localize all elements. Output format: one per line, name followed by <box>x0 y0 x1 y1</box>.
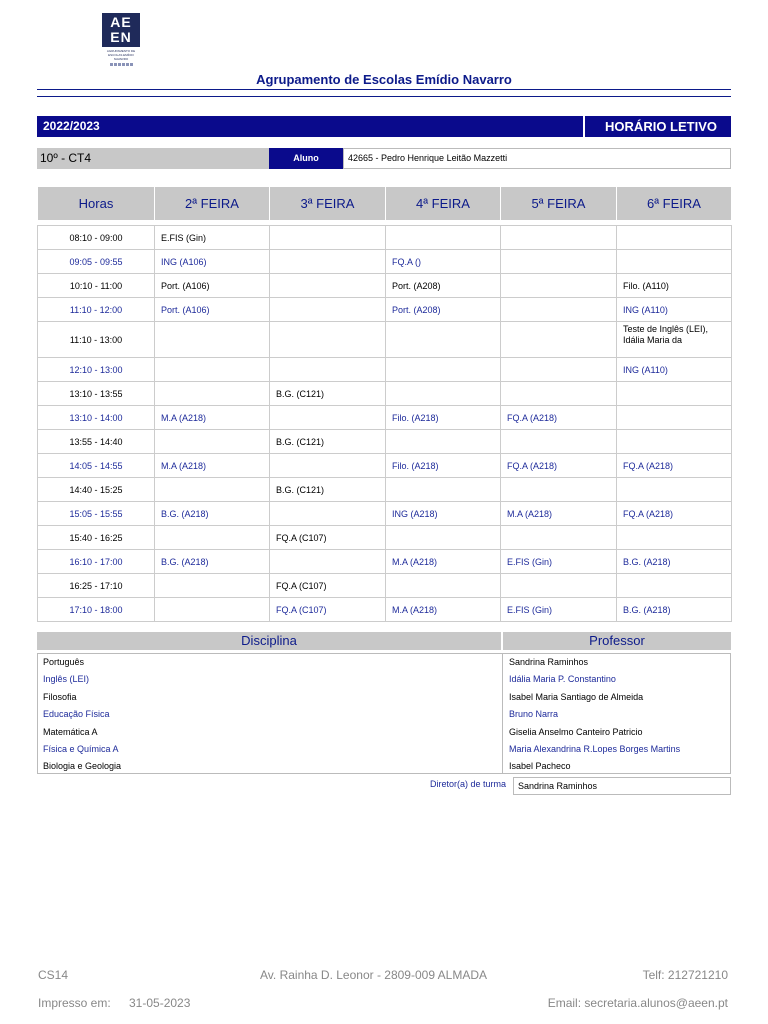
schedule-cell <box>501 250 617 274</box>
schedule-row <box>38 502 732 526</box>
time-slot: 15:40 - 16:25 <box>38 526 155 550</box>
schedule-cell <box>501 274 617 298</box>
schedule-cell <box>386 430 501 454</box>
schedule-header-row <box>38 187 732 221</box>
schedule-cell <box>386 358 501 382</box>
schedule-cell <box>617 526 732 550</box>
schedule-cell <box>155 322 270 358</box>
schedule-body <box>38 221 732 622</box>
schedule-cell <box>270 274 386 298</box>
schedule-row <box>38 322 732 358</box>
schedule-cell: B.G. (C121) <box>270 382 386 406</box>
time-slot: 12:10 - 13:00 <box>38 358 155 382</box>
schedule-cell <box>155 358 270 382</box>
schedule-cell: Port. (A208) <box>386 298 501 322</box>
discipline-name: Educação Física <box>43 709 110 720</box>
schedule-cell: Filo. (A110) <box>617 274 732 298</box>
professor-column-header: Professor <box>503 632 731 650</box>
column-header-thursday: 5ª FEIRA <box>501 187 617 221</box>
disciplines-list <box>37 653 731 774</box>
schedule-cell: Port. (A208) <box>386 274 501 298</box>
schedule-cell <box>386 478 501 502</box>
schedule-cell <box>386 382 501 406</box>
logo-dots <box>102 63 140 66</box>
schedule-cell: B.G. (A218) <box>617 598 732 622</box>
discipline-name: Português <box>43 657 85 667</box>
schedule-row <box>38 298 732 322</box>
time-slot: 15:05 - 15:55 <box>38 502 155 526</box>
footer-printed-label: Impresso em: <box>38 996 111 1010</box>
header-rule-top <box>37 89 731 90</box>
student-info <box>37 148 731 169</box>
footer-phone: Telf: 212721210 <box>642 968 728 982</box>
discipline-name: Matemática A <box>43 726 98 737</box>
logo-letters-bottom: EN <box>110 29 132 45</box>
header-rule-bottom <box>37 96 731 97</box>
professor-name: Maria Alexandrina R.Lopes Borges Martins <box>509 744 681 754</box>
time-slot: 10:10 - 11:00 <box>38 274 155 298</box>
schedule-cell: M.A (A218) <box>386 550 501 574</box>
time-slot: 11:10 - 12:00 <box>38 298 155 322</box>
schedule-row <box>38 574 732 598</box>
schedule-cell <box>155 382 270 406</box>
schedule-cell: FQ.A (C107) <box>270 598 386 622</box>
schedule-cell <box>617 250 732 274</box>
column-header-wednesday: 4ª FEIRA <box>386 187 501 221</box>
schedule-cell: ING (A110) <box>617 358 732 382</box>
schedule-cell <box>155 430 270 454</box>
schedule-cell: M.A (A218) <box>386 598 501 622</box>
schedule-cell <box>501 430 617 454</box>
schedule-cell: FQ.A (A218) <box>501 454 617 478</box>
time-slot: 13:55 - 14:40 <box>38 430 155 454</box>
schedule-cell <box>386 526 501 550</box>
schedule-cell: B.G. (C121) <box>270 478 386 502</box>
schedule-row <box>38 274 732 298</box>
schedule-cell <box>270 502 386 526</box>
time-slot: 16:25 - 17:10 <box>38 574 155 598</box>
column-header-monday: 2ª FEIRA <box>155 187 270 221</box>
schedule-cell <box>386 226 501 250</box>
professor-name: Giselia Anselmo Canteiro Patricio <box>509 726 643 737</box>
discipline-name: Biologia e Geologia <box>43 761 122 772</box>
schedule-row <box>38 550 732 574</box>
time-slot: 17:10 - 18:00 <box>38 598 155 622</box>
schedule-cell: B.G. (A218) <box>155 502 270 526</box>
schedule-cell <box>155 574 270 598</box>
logo-letters-top: AE <box>110 14 132 30</box>
footer-printed-date: 31-05-2023 <box>129 996 191 1010</box>
schedule-cell: Teste de Inglês (LEI), Idália Maria da <box>617 322 732 358</box>
disciplines-divider <box>502 654 503 773</box>
schedule-row <box>38 598 732 622</box>
professor-name: Isabel Maria Santiago de Almeida <box>509 691 644 702</box>
schedule-cell: Port. (A106) <box>155 298 270 322</box>
schedule-cell <box>501 478 617 502</box>
schedule-cell: ING (A106) <box>155 250 270 274</box>
footer-address: Av. Rainha D. Leonor - 2809-009 ALMADA <box>260 968 488 982</box>
footer-email: Email: secretaria.alunos@aeen.pt <box>547 996 728 1010</box>
disciplines-header <box>37 632 731 650</box>
time-slot: 14:05 - 14:55 <box>38 454 155 478</box>
schedule-cell: FQ.A () <box>386 250 501 274</box>
discipline-name: Física e Química A <box>43 744 119 754</box>
class-director-name: Sandrina Raminhos <box>513 777 731 795</box>
time-slot: 11:10 - 13:00 <box>38 322 155 358</box>
schedule-cell <box>270 226 386 250</box>
schedule-cell <box>617 226 732 250</box>
schedule-cell: Filo. (A218) <box>386 406 501 430</box>
schedule-cell: M.A (A218) <box>501 502 617 526</box>
logo-caption <box>102 49 140 61</box>
schedule-cell <box>617 382 732 406</box>
schedule-row <box>38 406 732 430</box>
schedule-cell <box>501 382 617 406</box>
schedule-row <box>38 382 732 406</box>
schedule-cell <box>501 226 617 250</box>
schedule-row <box>38 358 732 382</box>
class-director-label: Diretor(a) de turma <box>429 779 506 789</box>
schedule-cell: B.G. (C121) <box>270 430 386 454</box>
schedule-cell: Port. (A106) <box>155 274 270 298</box>
schedule-cell: E.FIS (Gin) <box>501 550 617 574</box>
banner <box>37 116 731 137</box>
time-slot: 13:10 - 13:55 <box>38 382 155 406</box>
schedule-cell <box>386 574 501 598</box>
schedule-cell <box>270 322 386 358</box>
professor-name: Sandrina Raminhos <box>509 657 589 667</box>
column-header-hours: Horas <box>38 187 155 221</box>
school-year: 2022/2023 <box>37 116 583 137</box>
schedule-cell: FQ.A (A218) <box>617 502 732 526</box>
schedule-cell <box>617 574 732 598</box>
school-logo <box>102 13 140 67</box>
schedule-cell: B.G. (A218) <box>155 550 270 574</box>
logo-caption-text: AGRUPAMENTO DE ESCOLAS EMÍDIO NAVARRO <box>106 49 136 61</box>
time-slot: 09:05 - 09:55 <box>38 250 155 274</box>
professor-name: Idália Maria P. Constantino <box>509 674 616 685</box>
time-slot: 08:10 - 09:00 <box>38 226 155 250</box>
schedule-cell: FQ.A (A218) <box>501 406 617 430</box>
schedule-cell: B.G. (A218) <box>617 550 732 574</box>
discipline-name: Filosofia <box>43 691 77 702</box>
school-name: Agrupamento de Escolas Emídio Navarro <box>256 72 512 87</box>
discipline-column-header: Disciplina <box>37 632 501 650</box>
student-name: 42665 - Pedro Henrique Leitão Mazzetti <box>343 148 731 169</box>
schedule-table <box>37 186 732 622</box>
footer-code: CS14 <box>38 968 69 982</box>
schedule-row <box>38 454 732 478</box>
schedule-cell <box>501 358 617 382</box>
column-header-tuesday: 3ª FEIRA <box>270 187 386 221</box>
schedule-cell <box>501 574 617 598</box>
schedule-cell <box>270 250 386 274</box>
schedule-cell <box>501 526 617 550</box>
schedule-cell <box>501 298 617 322</box>
schedule-cell <box>270 298 386 322</box>
schedule-cell <box>501 322 617 358</box>
schedule-cell <box>270 454 386 478</box>
schedule-cell: FQ.A (C107) <box>270 574 386 598</box>
schedule-title: HORÁRIO LETIVO <box>585 116 731 137</box>
schedule-cell: E.FIS (Gin) <box>501 598 617 622</box>
schedule-cell <box>617 430 732 454</box>
discipline-name: Inglês (LEI) <box>43 674 90 685</box>
schedule-cell: ING (A110) <box>617 298 732 322</box>
student-label: Aluno <box>269 148 343 169</box>
schedule-cell <box>270 358 386 382</box>
schedule-cell: ING (A218) <box>386 502 501 526</box>
schedule-cell <box>155 478 270 502</box>
class-name: 10º - CT4 <box>37 148 269 169</box>
schedule-cell: FQ.A (C107) <box>270 526 386 550</box>
professor-name: Isabel Pacheco <box>509 761 571 772</box>
time-slot: 13:10 - 14:00 <box>38 406 155 430</box>
schedule-row <box>38 478 732 502</box>
schedule-cell <box>386 322 501 358</box>
schedule-row <box>38 526 732 550</box>
schedule-cell <box>270 406 386 430</box>
schedule-cell: M.A (A218) <box>155 454 270 478</box>
schedule-cell <box>155 598 270 622</box>
schedule-cell <box>270 550 386 574</box>
time-slot: 16:10 - 17:00 <box>38 550 155 574</box>
column-header-friday: 6ª FEIRA <box>617 187 732 221</box>
schedule-cell: FQ.A (A218) <box>617 454 732 478</box>
schedule-cell: Filo. (A218) <box>386 454 501 478</box>
schedule-cell: M.A (A218) <box>155 406 270 430</box>
schedule-cell <box>155 526 270 550</box>
schedule-row <box>38 226 732 250</box>
schedule-cell <box>617 406 732 430</box>
professor-name: Bruno Narra <box>509 709 559 720</box>
time-slot: 14:40 - 15:25 <box>38 478 155 502</box>
schedule-row <box>38 430 732 454</box>
schedule-cell <box>617 478 732 502</box>
schedule-row <box>38 250 732 274</box>
schedule-cell: E.FIS (Gin) <box>155 226 270 250</box>
